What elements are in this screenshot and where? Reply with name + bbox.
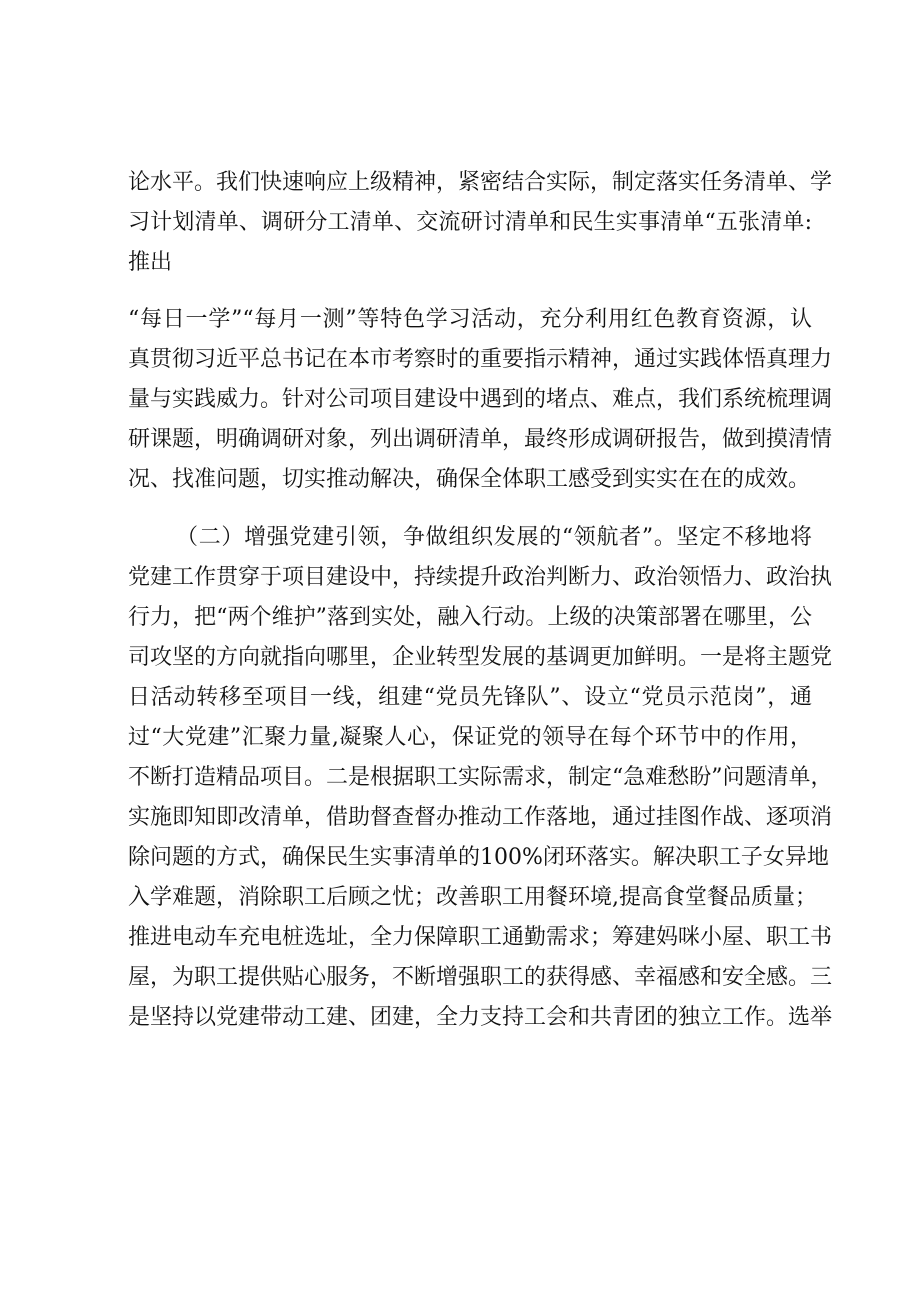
text-line: 行力，把“两个维护”落到实处，融入行动。上级的决策部署在哪里，公: [128, 605, 812, 630]
paragraph-heading: （二）增强党建引领，争做组织发展的“领航者”。坚定不移地将: [176, 525, 812, 550]
text-line: 量与实践威力。针对公司项目建设中遇到的堵点、难点，我们系统梳理调: [128, 387, 833, 412]
text-line: 习计划清单、调研分工清单、交流研讨清单和民生实事清单“五张清单:: [128, 210, 812, 235]
text-line: 除问题的方式，确保民生实事清单的100%闭环落实。解决职工子女异地: [128, 845, 829, 870]
text-line: 不断打造精品项目。二是根据职工实际需求，制定“急难愁盼”问题清单，: [128, 765, 833, 790]
text-line: 党建工作贯穿于项目建设中，持续提升政治判断力、政治领悟力、政治执: [128, 565, 833, 590]
text-line: 是坚持以党建带动工建、团建，全力支持工会和共青团的独立工作。选举: [128, 1005, 833, 1030]
text-line: 推进电动车充电桩选址，全力保障职工通勤需求；筹建妈咪小屋、职工书: [128, 925, 833, 950]
text-line: 研课题，明确调研对象，列出调研清单，最终形成调研报告，做到摸清情: [128, 427, 833, 452]
text-line: 实施即知即改清单，借助督查督办推动工作落地，通过挂图作战、逐项消: [128, 805, 833, 830]
text-line: “每日一学”“每月一测”等特色学习活动，充分利用红色教育资源，认: [128, 307, 812, 332]
text-line: 过“大党建”汇聚力量,凝聚人心，保证党的领导在每个环节中的作用，: [128, 725, 812, 750]
text-line: 日活动转移至项目一线，组建“党员先锋队”、设立“党员示范岗”，通: [128, 685, 812, 710]
text-line: 推出: [128, 250, 173, 275]
text-line: 入学难题，消除职工后顾之忧；改善职工用餐环境,提高食堂餐品质量；: [128, 885, 817, 910]
text-line: 况、找准问题，切实推动解决，确保全体职工感受到实实在在的成效。: [128, 467, 811, 492]
text-line: 论水平。我们快速响应上级精神，紧密结合实际，制定落实任务清单、学: [128, 170, 833, 195]
text-line: 真贯彻习近平总书记在本市考察时的重要指示精神，通过实践体悟真理力: [128, 347, 833, 372]
text-line: 司攻坚的方向就指向哪里，企业转型发展的基调更加鲜明。一是将主题党: [128, 645, 833, 670]
text-line: 屋，为职工提供贴心服务，不断增强职工的获得感、幸福感和安全感。三: [128, 965, 833, 990]
